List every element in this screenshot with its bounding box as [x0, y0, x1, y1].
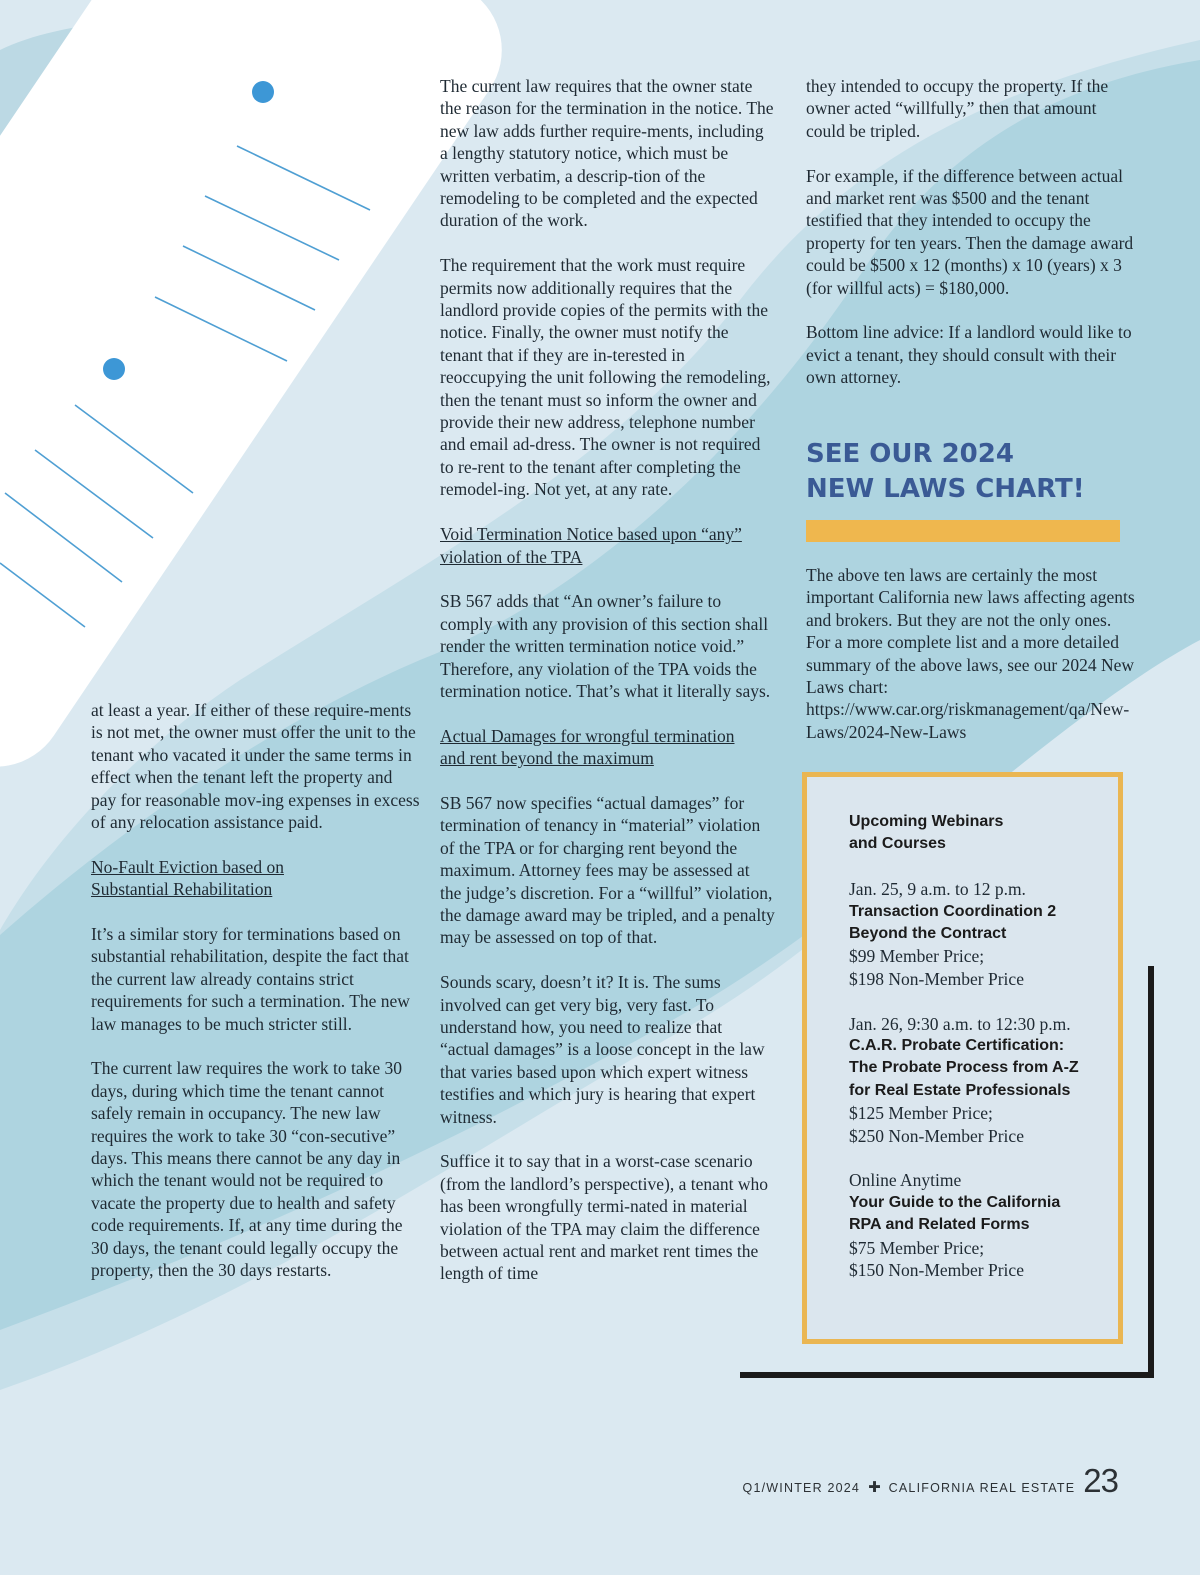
- body-paragraph: Sounds scary, doesn’t it? It is. The sums involved can get very big, very fast. To understand how, you need to realize that “actual damages” is a loose concept in the law that varies based upon which expert witness testifies and which jury is hearing that expert witness.: [440, 972, 765, 1127]
- webinar-event: [849, 878, 1109, 990]
- body-paragraph: Suffice it to say that in a worst-case scenario (from the landlord’s perspective), a tenant who has been wrongfully termi-nated in material violation of the TPA may claim the difference between actual rent and market rent times the length of time: [440, 1151, 769, 1284]
- event-date: Jan. 26, 9:30 a.m. to 12:30 p.m.: [849, 1013, 1071, 1034]
- webinars-title-line: Upcoming Webinars: [849, 813, 1004, 830]
- event-title-line: The Probate Process from A-Z: [849, 1059, 1079, 1077]
- accent-bar: [806, 520, 1120, 542]
- webinars-title: [849, 811, 1109, 856]
- event-non-member-price: $250 Non-Member Price: [849, 1125, 1024, 1146]
- body-paragraph: at least a year. If either of these require-ments is not met, the owner must offer the unit to the tenant who vacated it under the same terms in effect when the tenant left the property and pay for reasonable mov-ing expenses in excess of any relocation assistance paid.: [91, 700, 420, 833]
- event-title-line: Transaction Coordination 2: [849, 902, 1057, 920]
- event-date: Jan. 25, 9 a.m. to 12 p.m.: [849, 879, 1026, 900]
- body-paragraph: It’s a similar story for terminations based on substantial rehabilitation, despite the fact that the current law already contains strict requirements for such a termination. The new law manages to be much stricter still.: [91, 924, 410, 1034]
- subheading-line: Substantial Rehabilitation: [91, 879, 273, 900]
- body-paragraph: SB 567 now specifies “actual damages” for termination of tenancy in “material” violation of the TPA or for charging rent beyond the maximum. Attorney fees may be assessed at the judge’s discretion. For a “willful” violation, the damage award may be tripled, and a penalty may be assessed on top of that.: [440, 792, 775, 948]
- new-laws-chart-heading: [806, 437, 1085, 507]
- event-member-price: $75 Member Price;: [849, 1237, 985, 1258]
- event-title-line: RPA and Related Forms: [849, 1216, 1030, 1234]
- event-non-member-price: $198 Non-Member Price: [849, 968, 1024, 989]
- cta-heading-line: NEW LAWS CHART!: [806, 474, 1085, 504]
- subheading-line: Void Termination Notice based upon “any”: [440, 524, 742, 545]
- section-subheading: [91, 856, 421, 901]
- webinars-content: [849, 811, 1109, 1304]
- body-paragraph: For example, if the difference between actual and market rent was $500 and the tenant testified that they intended to occupy the property for ten years. Then the damage award could be $500 x 12 (months) x 10 (years) x 3 (for willful acts) = $180,000.: [806, 165, 1134, 298]
- paper-dot-top: [252, 81, 274, 103]
- page-number: 23: [1083, 1462, 1118, 1499]
- webinar-event: [849, 1169, 1109, 1281]
- event-non-member-price: $150 Non-Member Price: [849, 1260, 1024, 1281]
- page-footer: [743, 1462, 1118, 1500]
- subheading-line: No-Fault Eviction based on: [91, 856, 284, 877]
- webinars-sidebar-box: [802, 772, 1123, 1344]
- section-subheading: [440, 725, 775, 770]
- event-title-line: C.A.R. Probate Certification:: [849, 1037, 1065, 1055]
- event-title[interactable]: [849, 901, 1109, 946]
- body-paragraph: Bottom line advice: If a landlord would like to evict a tenant, they should consult with their own attorney.: [806, 322, 1132, 388]
- event-title-line: for Real Estate Professionals: [849, 1081, 1071, 1099]
- section-subheading: [440, 523, 775, 568]
- body-paragraph: The current law requires the work to take 30 days, during which time the tenant cannot safely remain in occupancy. The new law requires the work to take 30 “con-secutive” days. This means there cannot be any day in which the tenant would not be required to vacate the property due to health and safety code requirements. If, at any time during the 30 days, the tenant could legally occupy the property, then the 30 days restarts.: [91, 1058, 403, 1281]
- box-shadow-horizontal: [740, 1372, 1154, 1378]
- plus-icon: ✚: [868, 1479, 881, 1496]
- subheading-line: violation of the TPA: [440, 546, 583, 567]
- paper-dot-middle: [103, 358, 125, 380]
- event-title-line: Beyond the Contract: [849, 925, 1007, 943]
- event-title[interactable]: [849, 1192, 1109, 1237]
- body-paragraph: The current law requires that the owner state the reason for the termination in the notice. The new law adds further require-ments, including a lengthy statutory notice, which must be written verbatim, a descrip-tion of the remodeling to be completed and the expected duration of the work.: [440, 76, 774, 231]
- event-date: Online Anytime: [849, 1170, 962, 1191]
- event-title[interactable]: [849, 1035, 1109, 1102]
- article-column-middle: [440, 75, 775, 1307]
- webinars-title-line: and Courses: [849, 835, 946, 853]
- subheading-line: Actual Damages for wrongful termination: [440, 725, 735, 746]
- body-paragraph: they intended to occupy the property. If the owner acted “willfully,” then that amount could be tripled.: [806, 76, 1109, 141]
- article-column-right: [806, 75, 1136, 411]
- article-column-left: [91, 699, 421, 1304]
- event-member-price: $99 Member Price;: [849, 946, 985, 967]
- article-column-right-lower: [806, 564, 1136, 766]
- event-member-price: $125 Member Price;: [849, 1103, 993, 1124]
- box-shadow-vertical: [1148, 966, 1154, 1378]
- body-paragraph-with-link: The above ten laws are certainly the most important California new laws affecting agents and brokers. But they are not the only ones. For a more complete list and a more detailed summary of the above laws, see our 2024 New Laws chart: https://www.car.org/riskmanagement/qa/New-Laws/2024-New-Laws: [806, 565, 1135, 742]
- subheading-line: and rent beyond the maximum: [440, 748, 654, 769]
- body-paragraph: The requirement that the work must require permits now additionally requires that the landlord provide copies of the permits with the notice. Finally, the owner must notify the tenant that if they are in-terested in reoccupying the unit following the remodeling, then the tenant must so inform the owner and provide their new address, telephone number and email ad-dress. The owner is not required to re-rent to the tenant after completing the remodel-ing. Not yet, at any rate.: [440, 255, 771, 500]
- cta-heading-line: SEE OUR 2024: [806, 439, 1014, 469]
- footer-magazine-name: CALIFORNIA REAL ESTATE: [888, 1481, 1076, 1495]
- footer-issue: Q1/WINTER 2024: [742, 1481, 861, 1495]
- body-paragraph: SB 567 adds that “An owner’s failure to comply with any provision of this section shall render the written termination notice void.” Therefore, any violation of the TPA voids the termination notice. That’s what it literally says.: [440, 591, 771, 701]
- webinar-event: [849, 1013, 1109, 1147]
- event-title-line: Your Guide to the California: [849, 1193, 1061, 1211]
